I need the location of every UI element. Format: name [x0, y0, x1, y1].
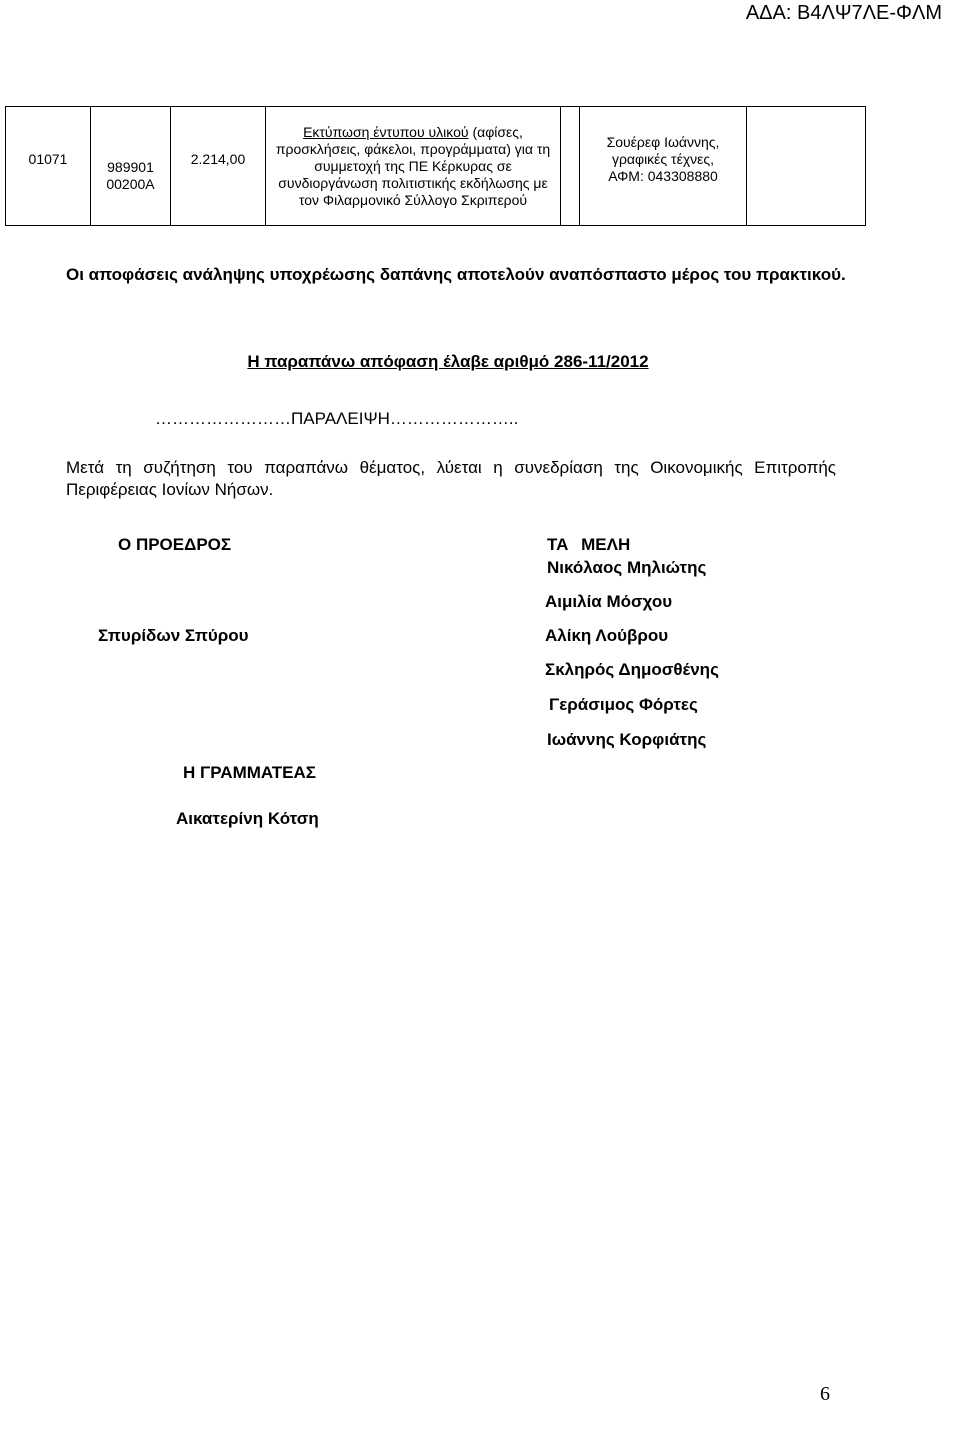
description-cell	[266, 107, 561, 226]
member-name: Αιμιλία Μόσχου	[545, 592, 673, 611]
page-number: 6	[820, 1383, 830, 1405]
secretary-title: Η ΓΡΑΜΜΑΤΕΑΣ	[183, 763, 316, 782]
omission-line: ……………………ΠΑΡΑΛΕΙΨΗ…………………..	[155, 409, 519, 428]
secretary-name: Αικατερίνη Κότση	[176, 809, 319, 828]
member-name: Γεράσιμος Φόρτες	[549, 695, 698, 714]
beneficiary-line: Σουέρεφ Ιωάννης,	[606, 133, 720, 150]
president-title: Ο ΠΡΟΕΔΡΟΣ	[118, 535, 232, 554]
beneficiary-line: ΑΦΜ: 043308880	[608, 167, 718, 184]
account-line: 00200Α	[106, 176, 155, 192]
beneficiary-line: γραφικές τέχνες,	[611, 150, 715, 167]
empty-cell	[747, 107, 866, 226]
president-name: Σπυρίδων Σπύρου	[98, 626, 249, 645]
expense-table	[5, 106, 866, 226]
description-text: (αφίσες, προσκλήσεις, φάκελοι, προγράμματα) για τη συμμετοχή της ΠΕ Κέρκυρας σε συνδιοργάνωση πολιτιστικής εκδήλωσης με τον Φιλαρμονικό Σύλλογο Σκριπερού	[275, 123, 551, 208]
empty-cell	[561, 107, 580, 226]
member-name: Νικόλαος Μηλιώτης	[547, 558, 707, 577]
code-cell: 01071	[6, 107, 91, 226]
table-row	[6, 107, 866, 226]
closing-paragraph: Μετά τη συζήτηση του παραπάνω θέματος, λύεται η συνεδρίαση της Οικονομικής Επιτροπής Περιφέρειας Ιονίων Νήσων.	[66, 458, 836, 499]
beneficiary-cell	[580, 107, 747, 226]
member-name: Σκληρός Δημοσθένης	[545, 660, 719, 679]
amount-cell: 2.214,00	[171, 107, 266, 226]
statement-paragraph: Οι αποφάσεις ανάληψης υποχρέωσης δαπάνης αποτελούν αναπόσπαστο μέρος του πρακτικού.	[66, 265, 846, 284]
ada-code: ΑΔΑ: Β4ΛΨ7ΛΕ-ΦΛΜ	[745, 2, 942, 24]
description-underlined: Εκτύπωση έντυπου υλικού	[303, 123, 469, 140]
decision-number: Η παραπάνω απόφαση έλαβε αριθμό 286-11/2012	[247, 352, 649, 371]
members-title: ΤΑ ΜΕΛΗ	[547, 535, 631, 554]
member-name: Αλίκη Λούβρου	[545, 626, 669, 645]
member-name: Ιωάννης Κορφιάτης	[547, 730, 707, 749]
account-line: 989901	[107, 159, 154, 175]
account-cell	[91, 107, 171, 226]
